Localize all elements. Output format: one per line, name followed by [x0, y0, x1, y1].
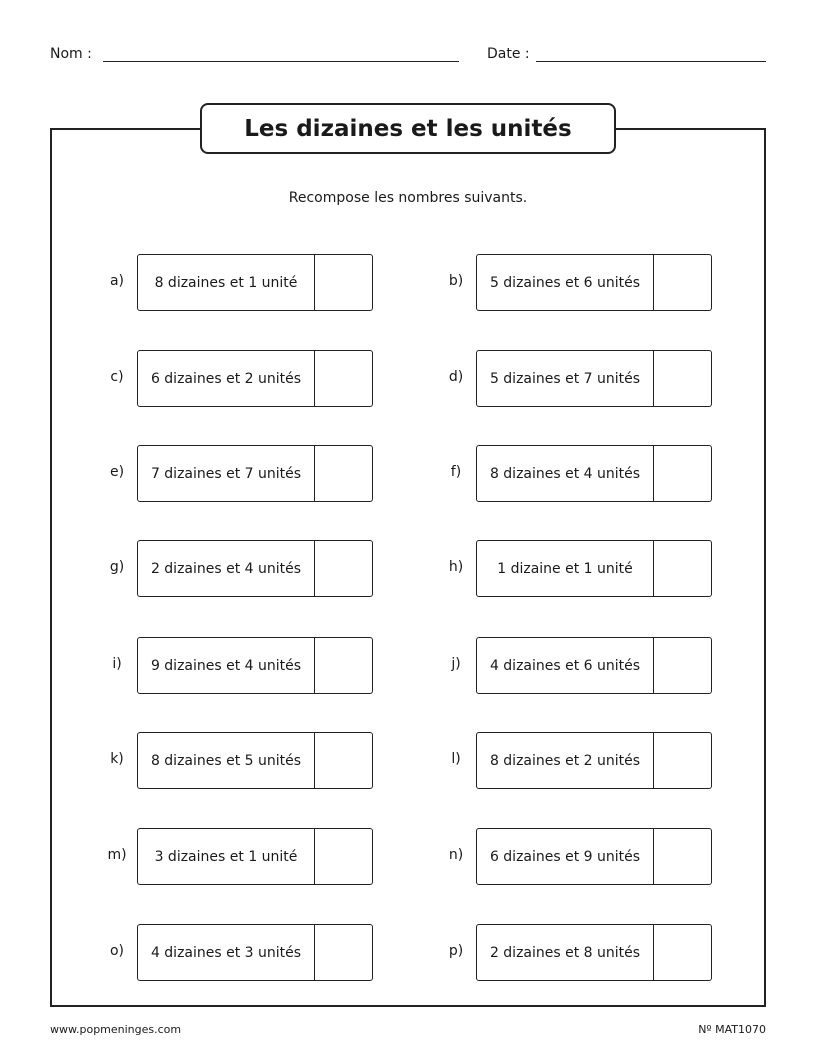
- exercise-box: [137, 732, 373, 789]
- item-label: e): [109, 464, 125, 480]
- item-label: i): [112, 656, 122, 672]
- item-label: m): [107, 847, 127, 863]
- answer-field[interactable]: [654, 829, 711, 884]
- answer-field[interactable]: [315, 255, 372, 310]
- answer-field[interactable]: [315, 446, 372, 501]
- answer-field[interactable]: [315, 925, 372, 980]
- answer-field[interactable]: [654, 638, 711, 693]
- item-label: p): [448, 943, 464, 959]
- answer-field[interactable]: [315, 638, 372, 693]
- item-label: d): [448, 369, 464, 385]
- answer-field[interactable]: [654, 446, 711, 501]
- item-label: a): [109, 273, 125, 289]
- exercise-prompt: 8 dizaines et 2 unités: [477, 733, 654, 788]
- exercise-box: [476, 445, 712, 502]
- exercise-prompt: 6 dizaines et 9 unités: [477, 829, 654, 884]
- exercise-prompt: 3 dizaines et 1 unité: [138, 829, 315, 884]
- answer-field[interactable]: [315, 829, 372, 884]
- exercise-box: [137, 445, 373, 502]
- instruction: Recompose les nombres suivants.: [288, 190, 528, 206]
- exercise-prompt: 2 dizaines et 4 unités: [138, 541, 315, 596]
- exercise-prompt: 1 dizaine et 1 unité: [477, 541, 654, 596]
- date-label: Date :: [487, 46, 530, 62]
- item-label: c): [110, 369, 124, 385]
- answer-field[interactable]: [654, 255, 711, 310]
- exercise-prompt: 4 dizaines et 3 unités: [138, 925, 315, 980]
- item-label: j): [451, 656, 461, 672]
- exercise-box: [476, 350, 712, 407]
- item-label: h): [448, 559, 464, 575]
- answer-field[interactable]: [315, 541, 372, 596]
- exercise-box: [476, 924, 712, 981]
- item-label: n): [448, 847, 464, 863]
- item-label: g): [109, 559, 125, 575]
- exercise-box: [137, 828, 373, 885]
- answer-field[interactable]: [654, 925, 711, 980]
- exercise-prompt: 8 dizaines et 4 unités: [477, 446, 654, 501]
- item-label: l): [451, 751, 461, 767]
- footer-code: Nº MAT1070: [698, 1023, 766, 1036]
- answer-field[interactable]: [315, 733, 372, 788]
- date-field[interactable]: [536, 61, 766, 62]
- exercise-prompt: 2 dizaines et 8 unités: [477, 925, 654, 980]
- exercise-box: [476, 254, 712, 311]
- exercise-prompt: 5 dizaines et 6 unités: [477, 255, 654, 310]
- exercise-box: [137, 254, 373, 311]
- exercise-prompt: 7 dizaines et 7 unités: [138, 446, 315, 501]
- footer-website: www.popmeninges.com: [50, 1023, 182, 1036]
- name-field[interactable]: [103, 61, 459, 62]
- exercise-box: [476, 732, 712, 789]
- item-label: b): [448, 273, 464, 289]
- item-label: o): [109, 943, 125, 959]
- exercise-prompt: 4 dizaines et 6 unités: [477, 638, 654, 693]
- exercise-box: [476, 637, 712, 694]
- exercise-prompt: 9 dizaines et 4 unités: [138, 638, 315, 693]
- item-label: k): [110, 751, 124, 767]
- answer-field[interactable]: [654, 733, 711, 788]
- exercise-box: [137, 637, 373, 694]
- answer-field[interactable]: [654, 351, 711, 406]
- exercise-box: [476, 540, 712, 597]
- exercise-prompt: 8 dizaines et 1 unité: [138, 255, 315, 310]
- exercise-box: [476, 828, 712, 885]
- name-label: Nom :: [50, 46, 92, 62]
- item-label: f): [450, 464, 462, 480]
- exercise-box: [137, 540, 373, 597]
- exercise-box: [137, 350, 373, 407]
- exercise-prompt: 6 dizaines et 2 unités: [138, 351, 315, 406]
- answer-field[interactable]: [315, 351, 372, 406]
- answer-field[interactable]: [654, 541, 711, 596]
- exercise-box: [137, 924, 373, 981]
- exercise-prompt: 5 dizaines et 7 unités: [477, 351, 654, 406]
- exercise-prompt: 8 dizaines et 5 unités: [138, 733, 315, 788]
- page-title: Les dizaines et les unités: [200, 103, 616, 154]
